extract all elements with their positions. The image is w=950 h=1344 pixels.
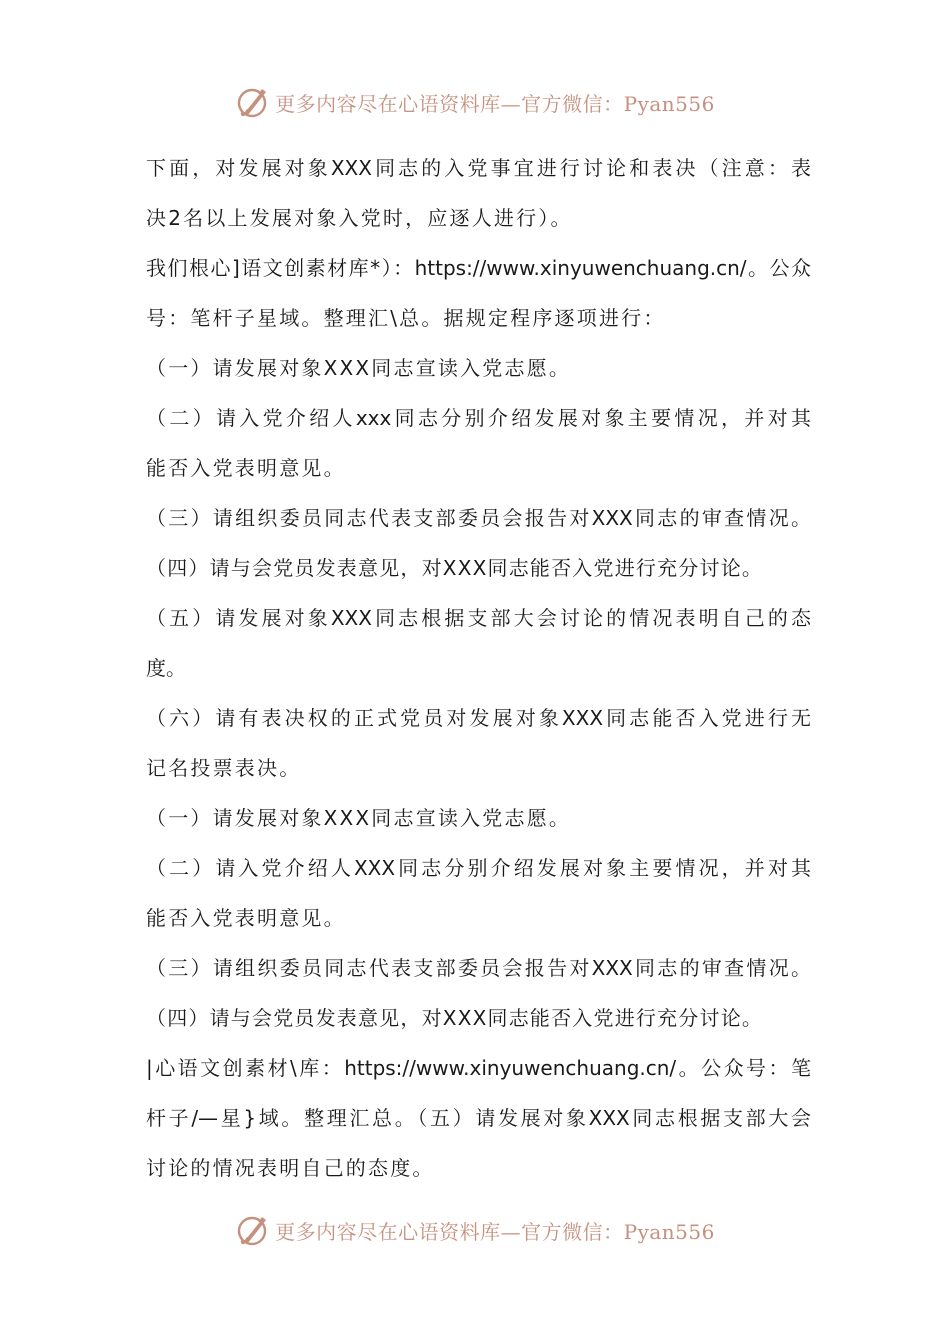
paragraph-line: （二）请入党介绍人xxx同志分别介绍发展对象主要情况，并对其 xyxy=(146,406,811,430)
paragraph-line: 度。 xyxy=(146,656,186,680)
paragraph-line: 我们根心]语文创素材库*）：https://www.xinyuwenchuang.cn/。公众 xyxy=(146,256,811,280)
document-body xyxy=(146,143,811,1193)
footer-banner-text: 更多内容尽在心语资料库—官方微信：Pyan556 xyxy=(275,1219,715,1244)
paragraph-line: （四）请与会党员发表意见，对XXX同志能否入党进行充分讨论。 xyxy=(146,1006,764,1030)
paragraph-line: 记名投票表决。 xyxy=(146,756,302,780)
paragraph-line: （三）请组织委员同志代表支部委员会报告对XXX同志的审查情况。 xyxy=(146,956,811,980)
paragraph-line: （六）请有表决权的正式党员对发展对象XXX同志能否入党进行无 xyxy=(146,706,811,730)
paragraph-line: （一）请发展对象XXX同志宣读入党志愿。 xyxy=(146,806,572,830)
paragraph-line: （四）请与会党员发表意见，对XXX同志能否入党进行充分讨论。 xyxy=(146,556,764,580)
paragraph-line: （一）请发展对象XXX同志宣读入党志愿。 xyxy=(146,356,572,380)
paragraph-line: （二）请入党介绍人XXX同志分别介绍发展对象主要情况，并对其 xyxy=(146,856,811,880)
paragraph-line: 杆子/—星}域。整理汇总。（五）请发展对象XXX同志根据支部大会 xyxy=(146,1106,811,1130)
paragraph-line: （三）请组织委员同志代表支部委员会报告对XXX同志的审查情况。 xyxy=(146,506,811,530)
paragraph-line: （五）请发展对象XXX同志根据支部大会讨论的情况表明自己的态 xyxy=(146,606,811,630)
paragraph-line: 讨论的情况表明自己的态度。 xyxy=(146,1156,435,1180)
footer-banner xyxy=(0,1208,950,1252)
quill-pen-logo-icon xyxy=(235,1212,271,1248)
paragraph-line: 决2名以上发展对象入党时，应逐人进行）。 xyxy=(146,206,573,230)
paragraph-line: 能否入党表明意见。 xyxy=(146,456,346,480)
header-banner xyxy=(0,80,950,124)
paragraph-line: |心语文创素材\库：https://www.xinyuwenchuang.cn/。公众号：笔 xyxy=(146,1056,811,1080)
paragraph-line: 号：笔杆子星域。整理汇\总。据规定程序逐项进行： xyxy=(146,306,666,330)
paragraph-line: 下面，对发展对象XXX同志的入党事宜进行讨论和表决（注意：表 xyxy=(146,156,811,180)
header-banner-text: 更多内容尽在心语资料库—官方微信：Pyan556 xyxy=(275,91,715,116)
paragraph-line: 能否入党表明意见。 xyxy=(146,906,346,930)
quill-pen-logo-icon xyxy=(235,84,271,120)
